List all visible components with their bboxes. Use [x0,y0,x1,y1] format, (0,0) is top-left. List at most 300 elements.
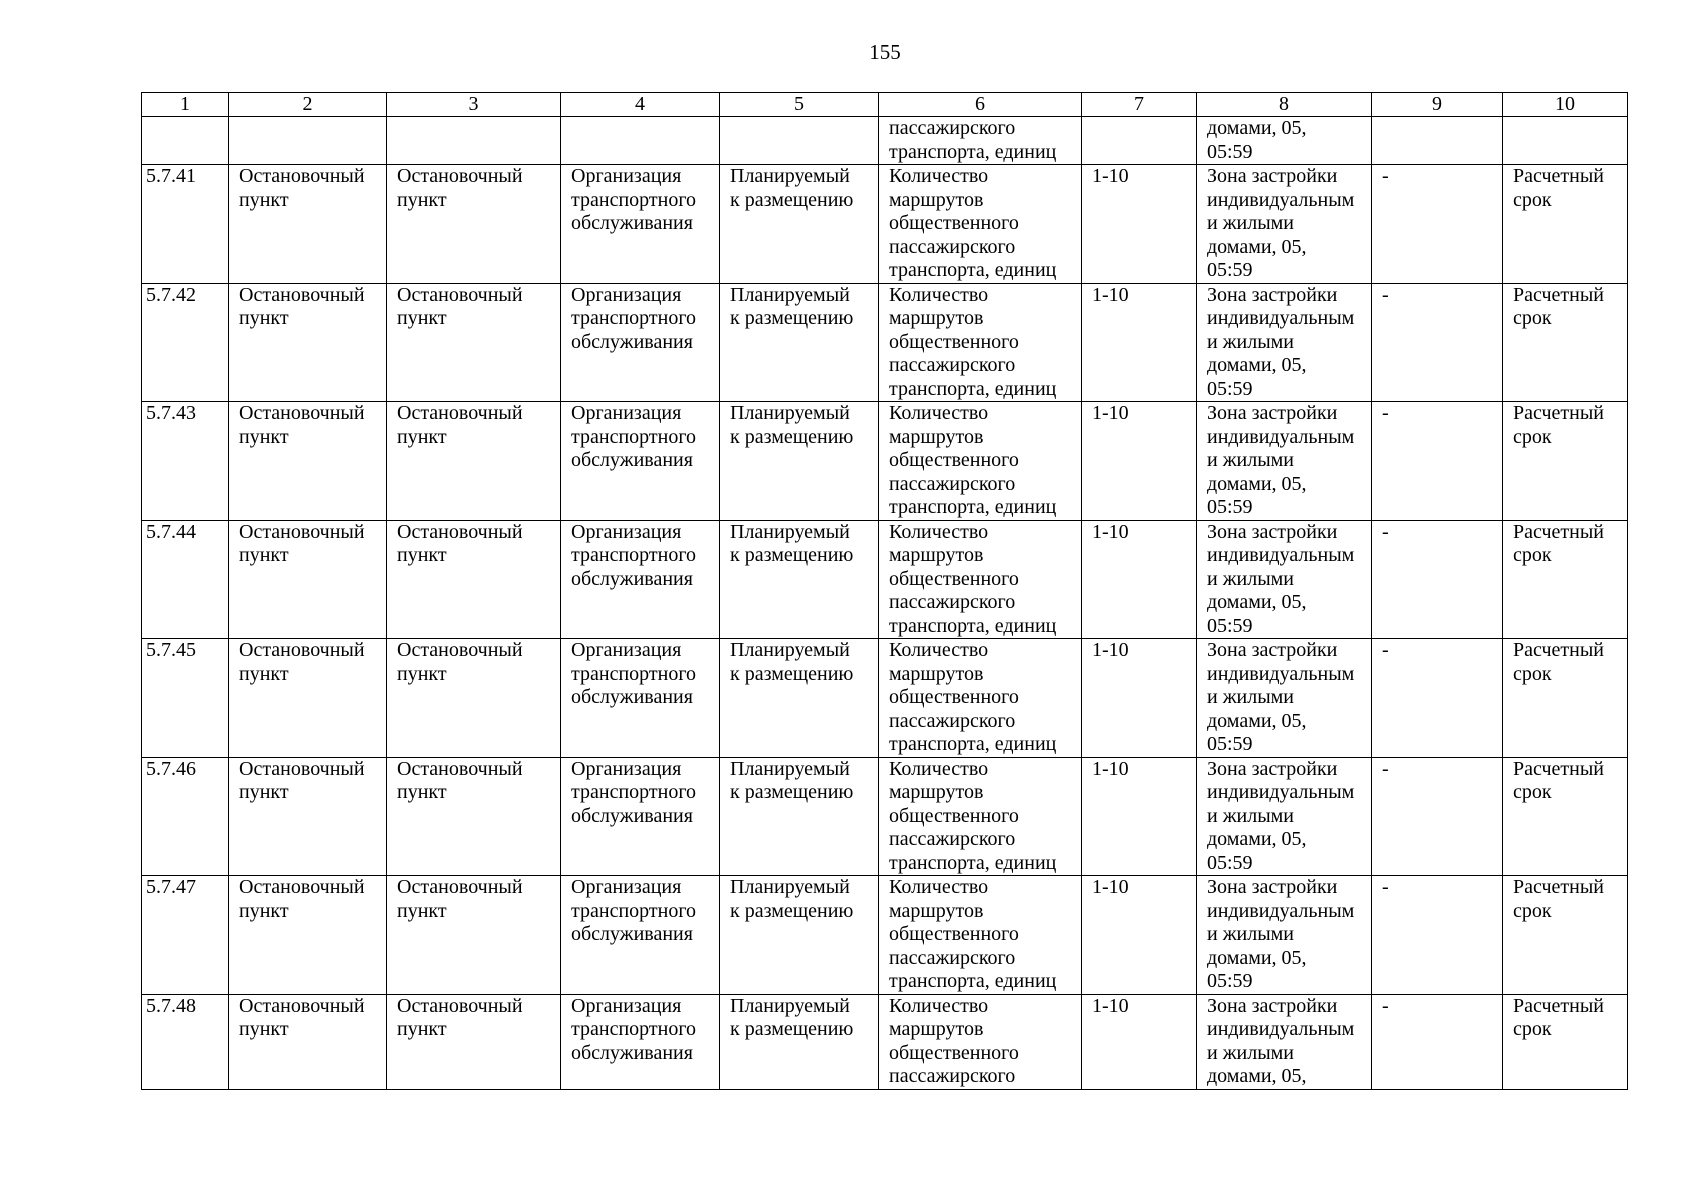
table-cell [1082,283,1197,402]
cell-line: Зона застройки [1207,165,1338,187]
cell-line: обслуживания [571,686,693,708]
table-row [142,994,1628,1089]
cell-line: общественного [889,212,1019,234]
cell-text: 5.7.48 [146,994,196,1017]
table-cell [1503,639,1628,758]
cell-line: Остановочный [397,994,523,1017]
table-cell [229,520,387,639]
continuation-row [142,117,1628,165]
table-cell [1082,994,1197,1089]
cell-line: транспорта, единиц [889,733,1057,755]
table-row [142,283,1628,402]
cell-line: транспорта, единиц [889,614,1057,637]
cell-line: Организация [571,757,682,780]
table-cell [1372,639,1503,758]
table-cell [1197,117,1372,165]
cell-line: домами, 05, [1207,946,1307,969]
table-cell [387,639,561,758]
table-row [142,165,1628,284]
table-cell [561,283,720,402]
table-cell [1503,402,1628,521]
cell-line: общественного [889,686,1019,708]
cell-line: к размещению [730,188,854,211]
table-cell [720,994,879,1089]
cell-line: Расчетный [1513,876,1604,898]
cell-line: Планируемый [730,165,850,187]
cell-line: общественного [889,330,1019,353]
cell-line: домами, 05, [1207,1065,1307,1087]
cell-line: обслуживания [571,923,693,945]
cell-text: 1-10 [1092,639,1129,661]
cell-line: 05:59 [1207,614,1253,637]
table-cell [561,994,720,1089]
table-cell [1372,994,1503,1089]
cell-line: Планируемый [730,994,850,1017]
cell-text: 1-10 [1092,402,1129,424]
table-cell [229,994,387,1089]
cell-line: пункт [397,662,447,685]
cell-line: Организация [571,639,682,661]
column-header: 10 [1503,93,1628,117]
cell-line: срок [1513,544,1552,566]
cell-text: 1-10 [1092,757,1129,780]
cell-text: 5.7.46 [146,757,196,780]
cell-line: транспортного [571,544,697,566]
table-cell [1197,876,1372,995]
cell-line: маршрутов [889,307,984,329]
table-cell [1503,165,1628,284]
cell-line: Расчетный [1513,757,1604,780]
table-cell [1372,283,1503,402]
cell-line: Остановочный [239,283,365,306]
cell-text: 1-10 [1092,165,1129,187]
cell-line: 05:59 [1207,377,1253,400]
cell-text: 5.7.44 [146,520,196,543]
cell-line: срок [1513,899,1552,922]
cell-text: 1-10 [1092,876,1129,898]
cell-line: Зона застройки [1207,876,1338,898]
cell-line: пункт [239,544,289,566]
table-cell [387,283,561,402]
cell-line: срок [1513,188,1552,211]
cell-line: Организация [571,876,682,898]
cell-line: 05:59 [1207,140,1253,163]
table-cell [142,165,229,284]
table-cell [387,757,561,876]
table-cell [387,165,561,284]
table-cell [879,876,1082,995]
cell-line: транспорта, единиц [889,851,1057,874]
table-cell [720,876,879,995]
table-cell [879,402,1082,521]
cell-line: и жилыми [1207,212,1295,234]
cell-line: Остановочный [397,283,523,306]
cell-line: пассажирского [889,709,1016,732]
table-cell [142,994,229,1089]
cell-text: 5.7.47 [146,876,196,898]
table-row [142,876,1628,995]
cell-line: пункт [397,1018,447,1040]
cell-line: обслуживания [571,567,693,590]
cell-line: Расчетный [1513,994,1604,1017]
table-cell [1372,876,1503,995]
column-header: 6 [879,93,1082,117]
cell-line: маршрутов [889,781,984,803]
cell-text: 1-10 [1092,994,1129,1017]
cell-line: пункт [239,188,289,211]
table-cell [229,283,387,402]
table-cell [561,165,720,284]
cell-line: 05:59 [1207,970,1253,992]
table-cell [387,117,561,165]
cell-line: домами, 05, [1207,235,1307,258]
table-row [142,520,1628,639]
cell-line: 05:59 [1207,851,1253,874]
cell-text: - [1382,994,1389,1017]
column-header: 8 [1197,93,1372,117]
cell-line: индивидуальным [1207,899,1355,922]
cell-text: - [1382,165,1389,187]
cell-line: и жилыми [1207,449,1295,471]
cell-line: пункт [239,1018,289,1040]
cell-line: Количество [889,283,989,306]
cell-line: пункт [397,544,447,566]
cell-line: Остановочный [239,757,365,780]
table-cell [720,402,879,521]
cell-line: транспортного [571,1018,697,1040]
table-row [142,639,1628,758]
data-table [141,92,1628,1090]
table-cell [142,876,229,995]
cell-line: Организация [571,165,682,187]
column-header: 4 [561,93,720,117]
table-cell [1503,994,1628,1089]
cell-line: маршрутов [889,899,984,922]
cell-line: срок [1513,781,1552,803]
table-cell [1082,639,1197,758]
cell-line: обслуживания [571,212,693,234]
cell-line: Планируемый [730,757,850,780]
cell-line: транспортного [571,425,697,448]
cell-line: пункт [239,781,289,803]
cell-text: 1-10 [1092,283,1129,306]
cell-line: Остановочный [397,639,523,661]
cell-line: индивидуальным [1207,544,1355,566]
cell-line: пассажирского [889,472,1016,495]
cell-line: домами, 05, [1207,472,1307,495]
cell-text: 5.7.42 [146,283,196,306]
cell-text: - [1382,520,1389,543]
cell-line: к размещению [730,307,854,329]
table-cell [720,639,879,758]
cell-line: Количество [889,757,989,780]
table-cell [229,165,387,284]
column-header: 7 [1082,93,1197,117]
table-cell [1197,520,1372,639]
cell-line: транспорта, единиц [889,377,1057,400]
cell-line: и жилыми [1207,923,1295,945]
cell-line: Зона застройки [1207,639,1338,661]
cell-line: пассажирского [889,117,1016,139]
table-cell [879,520,1082,639]
cell-text: - [1382,283,1389,306]
table-cell [1197,165,1372,284]
cell-line: общественного [889,1041,1019,1064]
table-row [142,402,1628,521]
cell-line: маршрутов [889,1018,984,1040]
cell-line: обслуживания [571,1041,693,1064]
cell-line: срок [1513,425,1552,448]
cell-line: пассажирского [889,235,1016,258]
cell-line: Остановочный [239,994,365,1017]
cell-line: Зона застройки [1207,402,1338,424]
cell-line: Остановочный [239,639,365,661]
cell-line: пункт [397,307,447,329]
cell-text: 5.7.45 [146,639,196,661]
cell-line: транспорта, единиц [889,140,1057,163]
cell-line: к размещению [730,1018,854,1040]
cell-line: общественного [889,923,1019,945]
column-header: 9 [1372,93,1503,117]
table-cell [561,402,720,521]
cell-line: к размещению [730,544,854,566]
cell-line: транспортного [571,307,697,329]
table-row [142,757,1628,876]
table-cell [1082,402,1197,521]
table-cell [387,994,561,1089]
table-cell [879,994,1082,1089]
table-cell [142,117,229,165]
cell-line: маршрутов [889,662,984,685]
column-header: 3 [387,93,561,117]
table-cell [1372,757,1503,876]
cell-line: Остановочный [397,876,523,898]
cell-line: Количество [889,402,989,424]
cell-line: общественного [889,804,1019,827]
table-cell [720,520,879,639]
table-cell [1503,117,1628,165]
cell-line: пункт [239,899,289,922]
table-cell [387,876,561,995]
cell-line: транспорта, единиц [889,496,1057,518]
cell-line: Организация [571,520,682,543]
cell-text: - [1382,402,1389,424]
cell-text: 1-10 [1092,520,1129,543]
cell-line: и жилыми [1207,804,1295,827]
cell-line: домами, 05, [1207,354,1307,376]
cell-line: срок [1513,307,1552,329]
cell-line: транспортного [571,662,697,685]
cell-line: Количество [889,639,989,661]
cell-line: индивидуальным [1207,662,1355,685]
table-cell [1197,639,1372,758]
cell-line: Зона застройки [1207,994,1338,1017]
cell-line: пассажирского [889,1065,1016,1087]
cell-line: индивидуальным [1207,425,1355,448]
table-cell [879,165,1082,284]
cell-line: общественного [889,449,1019,471]
cell-line: 05:59 [1207,496,1253,518]
cell-line: домами, 05, [1207,709,1307,732]
cell-line: срок [1513,1018,1552,1040]
table-cell [1197,402,1372,521]
cell-line: транспортного [571,781,697,803]
cell-line: к размещению [730,899,854,922]
cell-line: пассажирского [889,828,1016,850]
cell-line: Расчетный [1513,283,1604,306]
cell-line: обслуживания [571,804,693,827]
cell-line: Зона застройки [1207,757,1338,780]
cell-line: и жилыми [1207,1041,1295,1064]
table-cell [1372,165,1503,284]
cell-line: индивидуальным [1207,307,1355,329]
cell-line: Остановочный [397,165,523,187]
cell-line: пассажирского [889,946,1016,969]
table-cell [387,520,561,639]
cell-line: домами, 05, [1207,828,1307,850]
table-cell [561,520,720,639]
cell-line: маршрутов [889,188,984,211]
table-cell [720,283,879,402]
table-cell [142,283,229,402]
cell-line: Планируемый [730,876,850,898]
table-cell [879,283,1082,402]
cell-line: пункт [397,781,447,803]
cell-line: транспорта, единиц [889,970,1057,992]
cell-line: и жилыми [1207,686,1295,708]
cell-line: пункт [239,662,289,685]
cell-line: Остановочный [239,876,365,898]
table-cell [387,402,561,521]
table-cell [1197,283,1372,402]
cell-line: Количество [889,165,989,187]
table-cell [1372,520,1503,639]
cell-line: Количество [889,520,989,543]
cell-line: маршрутов [889,425,984,448]
table-cell [561,639,720,758]
table-cell [879,117,1082,165]
cell-line: пункт [239,307,289,329]
cell-text: - [1382,876,1389,898]
table-cell [229,876,387,995]
table-cell [1082,876,1197,995]
cell-line: Остановочный [239,165,365,187]
cell-line: Расчетный [1513,165,1604,187]
table-cell [561,117,720,165]
table-cell [1503,876,1628,995]
cell-line: индивидуальным [1207,781,1355,803]
table-cell [561,757,720,876]
cell-line: 05:59 [1207,259,1253,281]
cell-line: Остановочный [397,402,523,424]
table-cell [142,757,229,876]
table-cell [1197,757,1372,876]
cell-line: маршрутов [889,544,984,566]
column-header: 2 [229,93,387,117]
cell-line: обслуживания [571,449,693,471]
table-cell [229,117,387,165]
column-header: 5 [720,93,879,117]
cell-line: и жилыми [1207,330,1295,353]
table-cell [1372,117,1503,165]
table-cell [142,402,229,521]
table-cell [1082,165,1197,284]
cell-line: транспорта, единиц [889,259,1057,281]
cell-line: пункт [397,425,447,448]
cell-line: Организация [571,402,682,424]
table-cell [1082,757,1197,876]
cell-line: к размещению [730,662,854,685]
table-cell [561,876,720,995]
cell-line: 05:59 [1207,733,1253,755]
table-cell [229,639,387,758]
cell-text: - [1382,639,1389,661]
cell-line: к размещению [730,425,854,448]
cell-line: пункт [397,188,447,211]
table-cell [229,402,387,521]
cell-line: домами, 05, [1207,117,1307,139]
cell-line: Планируемый [730,639,850,661]
cell-line: индивидуальным [1207,188,1355,211]
cell-line: пункт [239,425,289,448]
cell-line: пункт [397,899,447,922]
cell-line: транспортного [571,188,697,211]
table-cell [1503,757,1628,876]
cell-line: пассажирского [889,354,1016,376]
table-cell [1082,520,1197,639]
cell-text: - [1382,757,1389,780]
cell-line: Расчетный [1513,520,1604,543]
cell-line: Расчетный [1513,639,1604,661]
table-cell [142,520,229,639]
cell-line: индивидуальным [1207,1018,1355,1040]
cell-line: Зона застройки [1207,283,1338,306]
table-cell [879,639,1082,758]
table-cell [720,757,879,876]
cell-line: Остановочный [239,402,365,424]
cell-line: и жилыми [1207,567,1295,590]
cell-line: Планируемый [730,283,850,306]
cell-line: Остановочный [239,520,365,543]
cell-line: Расчетный [1513,402,1604,424]
cell-line: пассажирского [889,591,1016,613]
cell-line: обслуживания [571,330,693,353]
table-cell [720,117,879,165]
page-number: 155 [869,40,901,64]
cell-line: домами, 05, [1207,591,1307,613]
table-cell [1372,402,1503,521]
table-cell [229,757,387,876]
cell-line: Организация [571,283,682,306]
table-cell [720,165,879,284]
cell-line: транспортного [571,899,697,922]
table-cell [142,639,229,758]
table-cell [1082,117,1197,165]
table-cell [1197,994,1372,1089]
column-header: 1 [142,93,229,117]
table-cell [1503,520,1628,639]
table-body [142,117,1628,1090]
cell-line: Количество [889,876,989,898]
cell-line: Остановочный [397,520,523,543]
table-cell [879,757,1082,876]
cell-line: Количество [889,994,989,1017]
cell-line: Планируемый [730,402,850,424]
column-number-row [142,93,1628,117]
cell-line: Планируемый [730,520,850,543]
table-cell [1503,283,1628,402]
cell-line: Зона застройки [1207,520,1338,543]
